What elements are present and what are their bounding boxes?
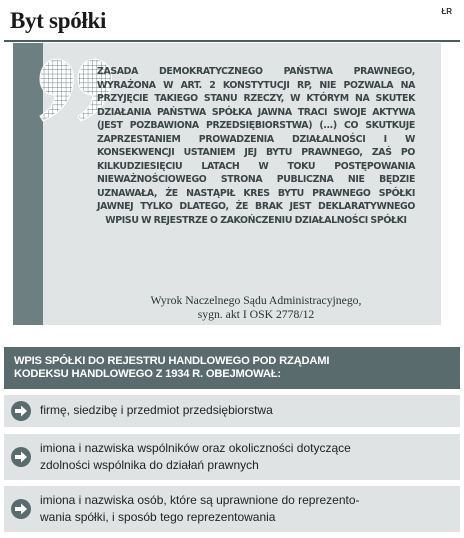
list-heading-line: KODEKSU HANDLOWEGO Z 1934 R. OBEJMOWAŁ:: [14, 368, 281, 380]
quote-source: [97, 294, 415, 322]
list-item-label: [40, 440, 454, 474]
list-item-label: [40, 402, 454, 419]
quote-panel: [13, 43, 441, 325]
list-item-line: zdolności wspólnika do działań prawnych: [40, 458, 259, 472]
list-item-line: firmę, siedzibę i przedmiot przedsiębiorstwa: [40, 403, 273, 417]
list-item-line: imiona i nazwiska wspólników oraz okoliczności dotyczące: [40, 441, 351, 455]
court-quote: ZASADA DEMOKRATYCZNEGO PAŃSTWA PRAWNEGO, WYRAŻONA W ART. 2 KONSTYTUCJI RP, NIE POZWALA NA PRZYJĘCIE TAKIEGO STANU RZECZY, W KTÓRYM NA SKUTEK DZIAŁANIA PAŃSTWA SPÓŁKA JAWNA TRACI SWOJE AKTYWA (JEST POZBAWIONA PRZEDSIĘBIORSTWA) (...) CO SKUTKUJE ZAPRZESTANIEM PROWADZENIA DZIAŁALNOŚCI I W KONSEKWENCJI USTANIEM JEJ BYTU PRAWNEGO, ZAŚ PO KILKUDZIESIĘCIU LATACH W TOKU POSTĘPOWANIA NIEWAŻNOŚCIOWEGO STRONA PUBLICZNA NIE BĘDZIE UZNAWAŁA, ŻE NASTĄPIŁ KRES BYTU PRAWNEGO SPÓŁKI JAWNEJ TYLKO DLATEGO, ŻE BRAK JEST DEKLARATYWNEGO WPISU W REJESTRZE O ZAKOŃCZENIU DZIAŁALNOŚCI SPÓŁKI: [97, 66, 415, 226]
list-item-line: wania spółki, i sposób tego reprezentowania: [40, 510, 276, 524]
list-item-line: imiona i nazwiska osób, które są uprawnione do reprezento-: [40, 493, 360, 507]
circle-arrow-right-icon: [10, 446, 32, 468]
list-item: [4, 395, 460, 427]
publisher-brand: ŁR: [441, 7, 452, 16]
list-item: [4, 434, 460, 480]
page-title: Byt spółki: [10, 8, 107, 33]
circle-arrow-right-icon: [10, 498, 32, 520]
list-item-label: [40, 492, 454, 526]
source-reference: sygn. akt I OSK 2778/12: [197, 308, 315, 321]
list-heading-text: [14, 355, 454, 381]
list-heading: [4, 347, 460, 389]
list-heading-line: WPIS SPÓŁKI DO REJESTRU HANDLOWEGO POD RZĄDAMI: [14, 355, 330, 367]
title-divider: [4, 40, 460, 42]
source-court: Wyrok Naczelnego Sądu Administracyjnego,: [150, 294, 362, 307]
list-item: [4, 486, 460, 532]
circle-arrow-right-icon: [10, 400, 32, 422]
